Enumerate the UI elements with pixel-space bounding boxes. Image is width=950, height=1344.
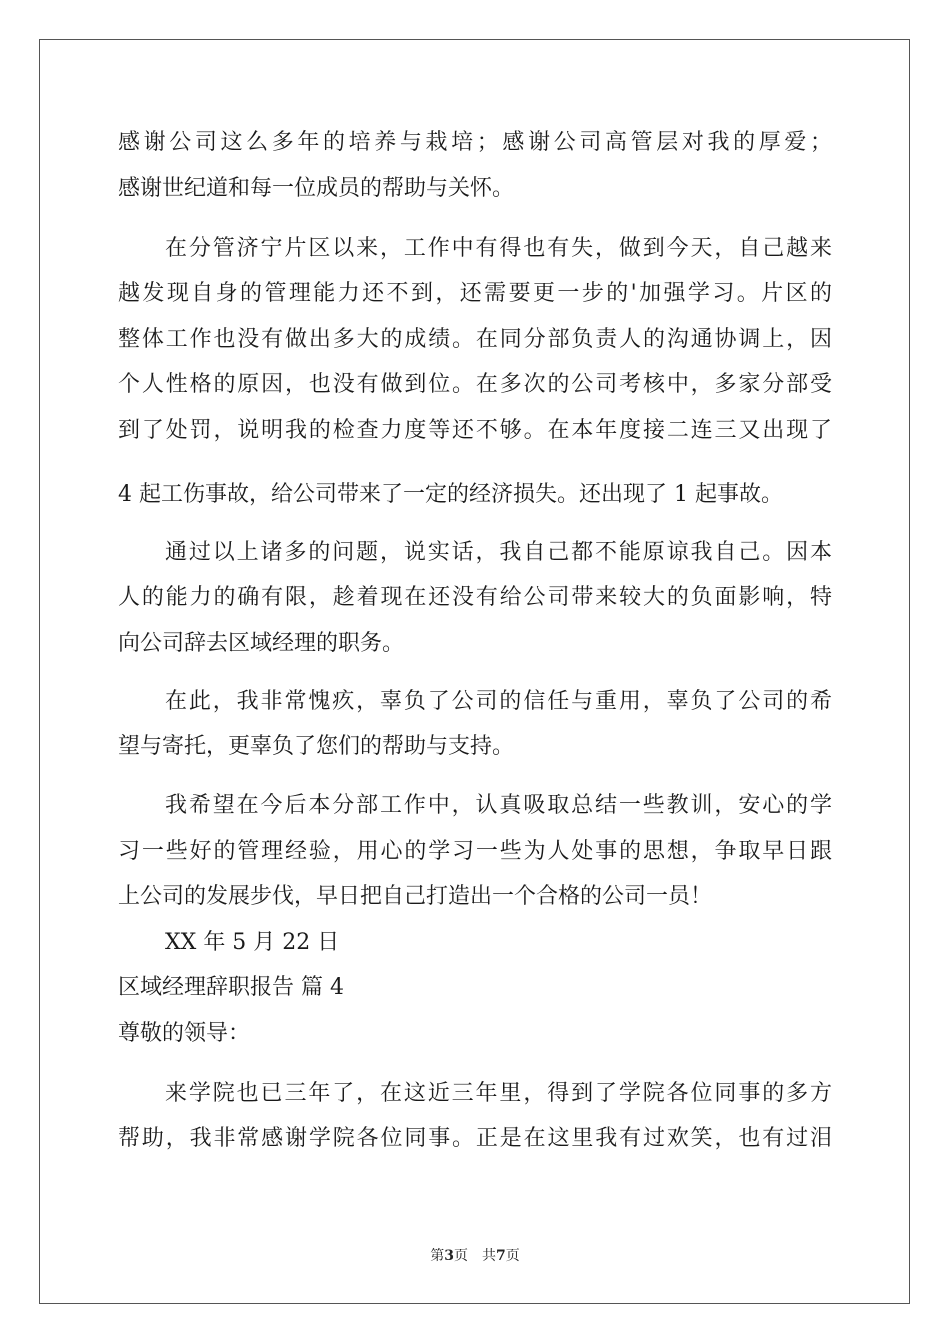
paragraph-line: 个人性格的原因，也没有做到位。在多次的公司考核中，多家分部受	[118, 372, 832, 397]
paragraph-line: 在此，我非常愧疚，辜负了公司的信任与重用，辜负了公司的希	[165, 689, 832, 714]
page-mid: 页 共	[454, 1248, 496, 1264]
total-page-number: 7	[496, 1248, 506, 1264]
paragraph-line: 感谢公司这么多年的培养与栽培；感谢公司高管层对我的厚爱；	[118, 130, 832, 155]
section-heading: 区域经理辞职报告 篇 4	[118, 975, 344, 1000]
current-page-number: 3	[444, 1248, 454, 1264]
paragraph-line: 向公司辞去区域经理的职务。	[118, 631, 405, 656]
page-footer	[0, 1247, 950, 1265]
date-line: XX 年 5 月 22 日	[165, 930, 340, 955]
page-suffix: 页	[505, 1248, 520, 1264]
paragraph-line: 感谢世纪道和每一位成员的帮助与关怀。	[118, 176, 515, 201]
paragraph-line: 来学院也已三年了，在这近三年里，得到了学院各位同事的多方	[165, 1081, 832, 1106]
paragraph-line: 帮助，我非常感谢学院各位同事。正是在这里我有过欢笑，也有过泪	[118, 1126, 832, 1151]
page-border	[39, 39, 910, 1304]
paragraph-line: 上公司的发展步伐，早日把自己打造出一个合格的公司一员！	[118, 884, 713, 909]
paragraph-line: 习一些好的管理经验，用心的学习一些为人处事的思想，争取早日跟	[118, 839, 832, 864]
paragraph-line: 人的能力的确有限，趁着现在还没有给公司带来较大的负面影响，特	[118, 585, 832, 610]
paragraph-line: 到了处罚，说明我的检查力度等还不够。在本年度接二连三又出现了	[118, 418, 832, 443]
paragraph-line: 望与寄托，更辜负了您们的帮助与支持。	[118, 734, 515, 759]
paragraph-line: 通过以上诸多的问题，说实话，我自己都不能原谅我自己。因本	[165, 540, 832, 565]
paragraph-line: 越发现自身的管理能力还不到，还需要更一步的'加强学习。片区的	[118, 281, 832, 306]
page-prefix: 第	[430, 1248, 445, 1264]
paragraph-line: 在分管济宁片区以来，工作中有得也有失，做到今天，自己越来	[165, 236, 832, 261]
paragraph-line: 整体工作也没有做出多大的成绩。在同分部负责人的沟通协调上，因	[118, 327, 832, 352]
paragraph-line: 我希望在今后本分部工作中，认真吸取总结一些教训，安心的学	[165, 793, 832, 818]
salutation: 尊敬的领导：	[118, 1021, 251, 1046]
paragraph-line: 4 起工伤事故，给公司带来了一定的经济损失。还出现了 1 起事故。	[118, 482, 783, 507]
